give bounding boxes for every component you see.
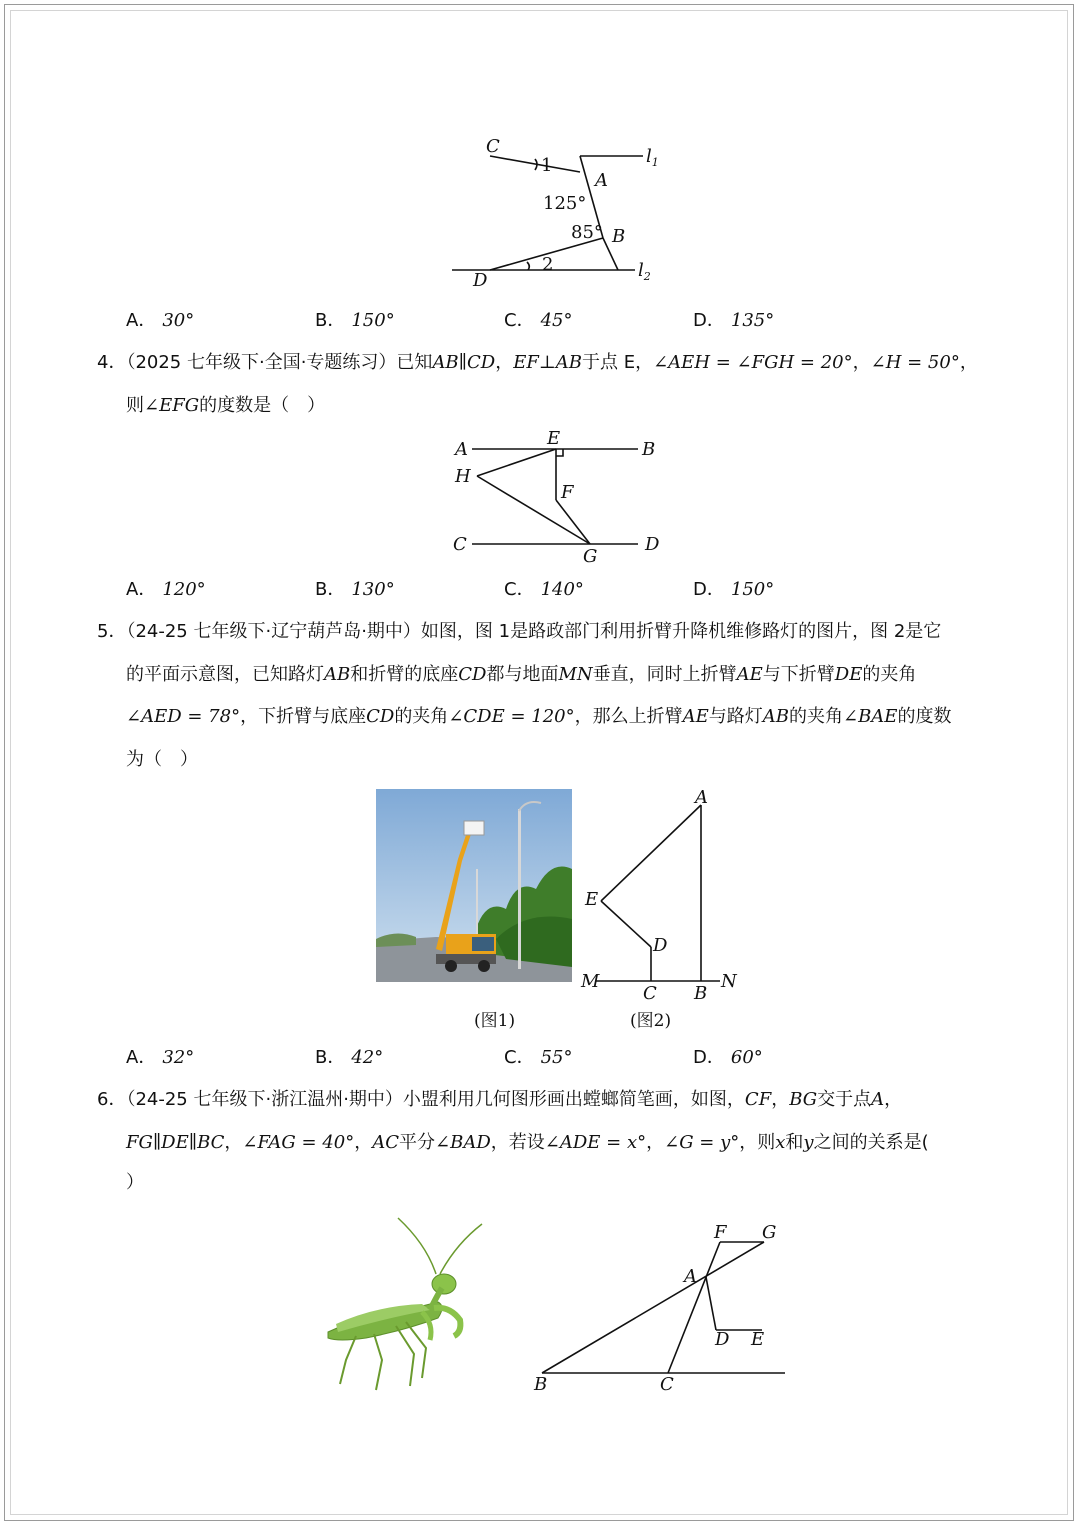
q3-option-d[interactable]: D． 135° [693,310,775,331]
q5-option-b[interactable]: B． 42° [315,1047,384,1068]
q5-label-B: B [694,983,708,1004]
q4-label-F: F [561,482,574,503]
q5-label-E: E [585,889,599,910]
q5-label-D: D [653,935,668,956]
q3-angle-2: 2 [542,254,554,275]
q6-stem-line2: FG∥DE∥BC，∠FAG = 40°，AC平分∠BAD，若设∠ADE = x°，∠G = y°，则x和y之间的关系是( [126,1132,929,1153]
q3-label-D: D [473,270,488,291]
q5-label-C: C [643,983,657,1004]
q5-label-A: A [695,787,708,808]
q5-stem-line2: 的平面示意图，已知路灯AB和折臂的底座CD都与地面MN垂直，同时上折臂AE与下折臂DE的夹角 [126,664,917,685]
q5-stem-line4: 为（ ） [126,749,198,770]
q5-option-a[interactable]: A． 32° [126,1047,195,1068]
q4-option-b[interactable]: B． 130° [315,579,395,600]
q5-label-M: M [581,971,600,992]
q3-angle-85: 85° [571,222,603,243]
q6-label-G: G [762,1222,777,1243]
q6-label-A: A [684,1266,697,1287]
q6-stem-line1: 6．（24-25 七年级下·浙江温州·期中）小盟利用几何图形画出螳螂简笔画，如图，CF，BG交于点A， [97,1089,903,1110]
q5-stem-line3: ∠AED = 78°，下折臂与底座CD的夹角∠CDE = 120°，那么上折臂AE与路灯AB的夹角∠BAE的度数 [126,706,952,727]
q6-label-F: F [714,1222,727,1243]
q5-stem-line1: 5．（24-25 七年级下·辽宁葫芦岛·期中）如图，图 1是路政部门利用折臂升降机维修路灯的图片，图 2是它 [97,621,942,642]
q4-label-E: E [547,428,561,449]
q4-label-G: G [583,546,598,567]
q4-option-c[interactable]: C． 140° [504,579,584,600]
q4-option-a[interactable]: A． 120° [126,579,206,600]
q3-label-l2: $l_2$ [638,260,651,283]
q6-label-C: C [660,1374,674,1395]
q5-option-d[interactable]: D． 60° [693,1047,763,1068]
q3-option-c[interactable]: C． 45° [504,310,573,331]
q4-label-H: H [455,466,471,487]
q5-caption-fig1: (图1) [474,1011,516,1031]
q4-label-A: A [455,439,468,460]
q3-label-l1: $l_1$ [646,146,659,169]
q3-label-B: B [612,226,626,247]
q4-label-D: D [645,534,660,555]
q3-option-a[interactable]: A． 30° [126,310,195,331]
q4-stem-line1: 4．（2025 七年级下·全国·专题练习）已知AB∥CD，EF⊥AB于点 E，∠AEH = ∠FGH = 20°，∠H = 50°， [97,352,978,373]
q5-option-c[interactable]: C． 55° [504,1047,573,1068]
q4-option-d[interactable]: D． 150° [693,579,775,600]
q4-stem-line2: 则∠EFG的度数是（ ） [126,395,326,416]
q3-angle-125: 125° [543,193,587,214]
q6-mantis-image [326,1214,486,1394]
q6-label-B: B [534,1374,548,1395]
q6-label-E: E [751,1329,765,1350]
q4-label-C: C [453,534,467,555]
q4-label-B: B [642,439,656,460]
q5-caption-fig2: (图2) [630,1011,672,1031]
q6-stem-line3: ） [126,1172,144,1193]
q3-label-C: C [486,136,500,157]
q5-label-N: N [721,971,737,992]
q3-option-b[interactable]: B． 150° [315,310,395,331]
q5-photo-lift-truck [376,789,572,982]
q3-angle-1: 1 [541,155,553,176]
q3-label-A: A [595,170,608,191]
q6-label-D: D [715,1329,730,1350]
